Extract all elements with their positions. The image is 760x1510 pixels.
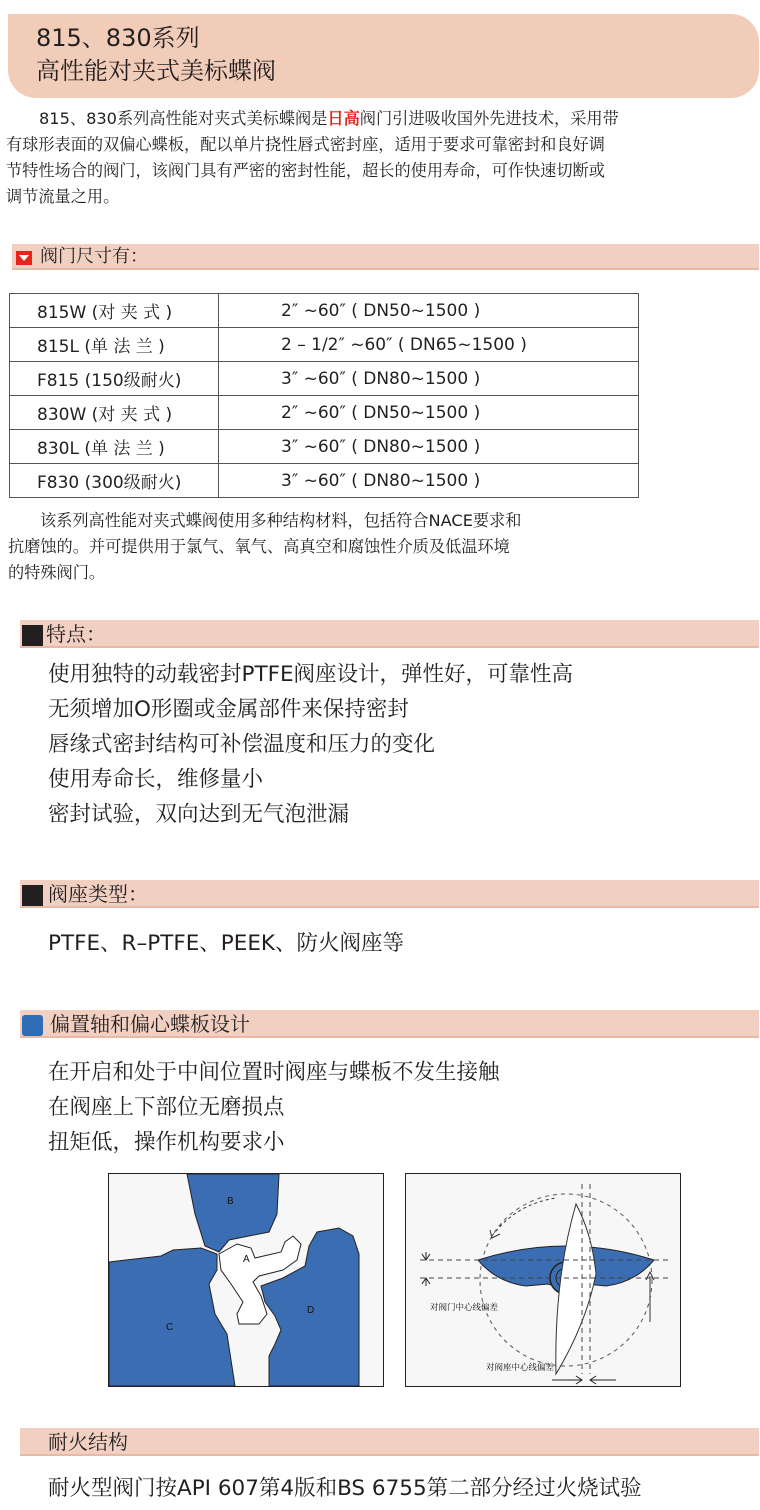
- intro-line-3: 节特性场合的阀门，该阀门具有严密的密封性能，超长的使用寿命，可作快速切断或: [6, 161, 605, 180]
- intro-line-2: 有球形表面的双偏心蝶板，配以单片挠性唇式密封座，适用于要求可靠密封和良好调: [6, 135, 605, 154]
- intro-paragraph: [6, 106, 758, 210]
- fire-safe-heading: 耐火结构: [48, 1430, 128, 1454]
- list-item: 在阀座上下部位无磨损点: [48, 1095, 285, 1120]
- table-row: [10, 430, 639, 464]
- title-line-2: 高性能对夹式美标蝶阀: [36, 57, 276, 85]
- label-c: C: [166, 1322, 174, 1333]
- table-cell-range: 3″ ~60″ ( DN80~1500 ): [219, 362, 639, 396]
- label-a: A: [243, 1254, 250, 1265]
- list-item: 唇缘式密封结构可补偿温度和压力的变化: [48, 732, 436, 757]
- note-line-2: 抗磨蚀的。并可提供用于氯气、氧气、高真空和腐蚀性介质及低温环境: [8, 537, 510, 556]
- list-item: 密封试验，双向达到无气泡泄漏: [48, 802, 350, 827]
- title-banner: [8, 14, 759, 98]
- seat-types-heading: 阀座类型：: [48, 882, 148, 906]
- intro-text-start: 815、830系列高性能对夹式美标蝶阀是: [39, 109, 328, 128]
- note-line-3: 的特殊阀门。: [8, 563, 106, 582]
- table-row: [10, 294, 639, 328]
- list-item: 使用独特的动载密封PTFE阀座设计，弹性好，可靠性高: [48, 662, 574, 687]
- list-item: 在开启和处于中间位置时阀座与蝶板不发生接触: [48, 1060, 500, 1085]
- sizes-heading: 阀门尺寸有：: [40, 246, 148, 267]
- seal-cross-section-diagram: [108, 1173, 384, 1387]
- table-cell-model: F815 (150级耐火): [10, 362, 219, 396]
- note-line-1: 该系列高性能对夹式蝶阀使用多种结构材料，包括符合NACE要求和: [40, 511, 522, 530]
- features-heading: 特点：: [46, 622, 106, 646]
- triangle-down-icon: [16, 251, 32, 265]
- table-row: [10, 362, 639, 396]
- table-row: [10, 396, 639, 430]
- fire-safe-header-bar: [20, 1428, 759, 1456]
- table-cell-model: 815W (对 夹 式 ): [10, 294, 219, 328]
- fire-safe-text: 耐火型阀门按API 607第4版和BS 6755第二部分经过火烧试验: [48, 1476, 642, 1501]
- table-cell-model: 815L (单 法 兰 ): [10, 328, 219, 362]
- table-cell-range: 2″ ~60″ ( DN50~1500 ): [219, 294, 639, 328]
- intro-line-4: 调节流量之用。: [6, 187, 120, 206]
- features-list: [48, 657, 573, 832]
- list-item: 使用寿命长，维修量小: [48, 767, 264, 792]
- square-bullet-icon: [22, 625, 43, 646]
- eccentric-disc-diagram: [405, 1173, 681, 1387]
- label-d: D: [307, 1305, 315, 1316]
- table-cell-range: 3″ ~60″ ( DN80~1500 ): [219, 464, 639, 498]
- offset-heading: 偏置轴和偏心蝶板设计: [50, 1012, 250, 1036]
- square-bullet-icon: [22, 885, 43, 906]
- table-cell-model: 830W (对 夹 式 ): [10, 396, 219, 430]
- table-row: [10, 464, 639, 498]
- square-bullet-icon: [22, 1015, 43, 1036]
- table-cell-range: 2″ ~60″ ( DN50~1500 ): [219, 396, 639, 430]
- offset-list: [48, 1055, 500, 1160]
- title-line-1: 815、830系列: [36, 24, 200, 52]
- list-item: 扭矩低，操作机构要求小: [48, 1130, 285, 1155]
- sizes-table: [9, 293, 639, 498]
- table-cell-range: 3″ ~60″ ( DN80~1500 ): [219, 430, 639, 464]
- table-cell-model: 830L (单 法 兰 ): [10, 430, 219, 464]
- features-header-bar: [20, 620, 759, 648]
- table-row: [10, 328, 639, 362]
- valve-offset-label: 对阀门中心线偏差: [430, 1303, 499, 1313]
- list-item: 无须增加O形圈或金属部件来保持密封: [48, 697, 409, 722]
- seat-types-text: PTFE、R–PTFE、PEEK、防火阀座等: [48, 931, 405, 956]
- table-cell-range: 2 – 1/2″ ~60″ ( DN65~1500 ): [219, 328, 639, 362]
- sizes-note: [8, 508, 658, 586]
- intro-text-end: 阀门引进吸收国外先进技术，采用带: [359, 109, 619, 128]
- seat-offset-label: 对阀座中心线偏差: [486, 1363, 555, 1373]
- brand-name: 日高: [327, 109, 360, 128]
- label-b: B: [227, 1196, 234, 1207]
- table-cell-model: F830 (300级耐火): [10, 464, 219, 498]
